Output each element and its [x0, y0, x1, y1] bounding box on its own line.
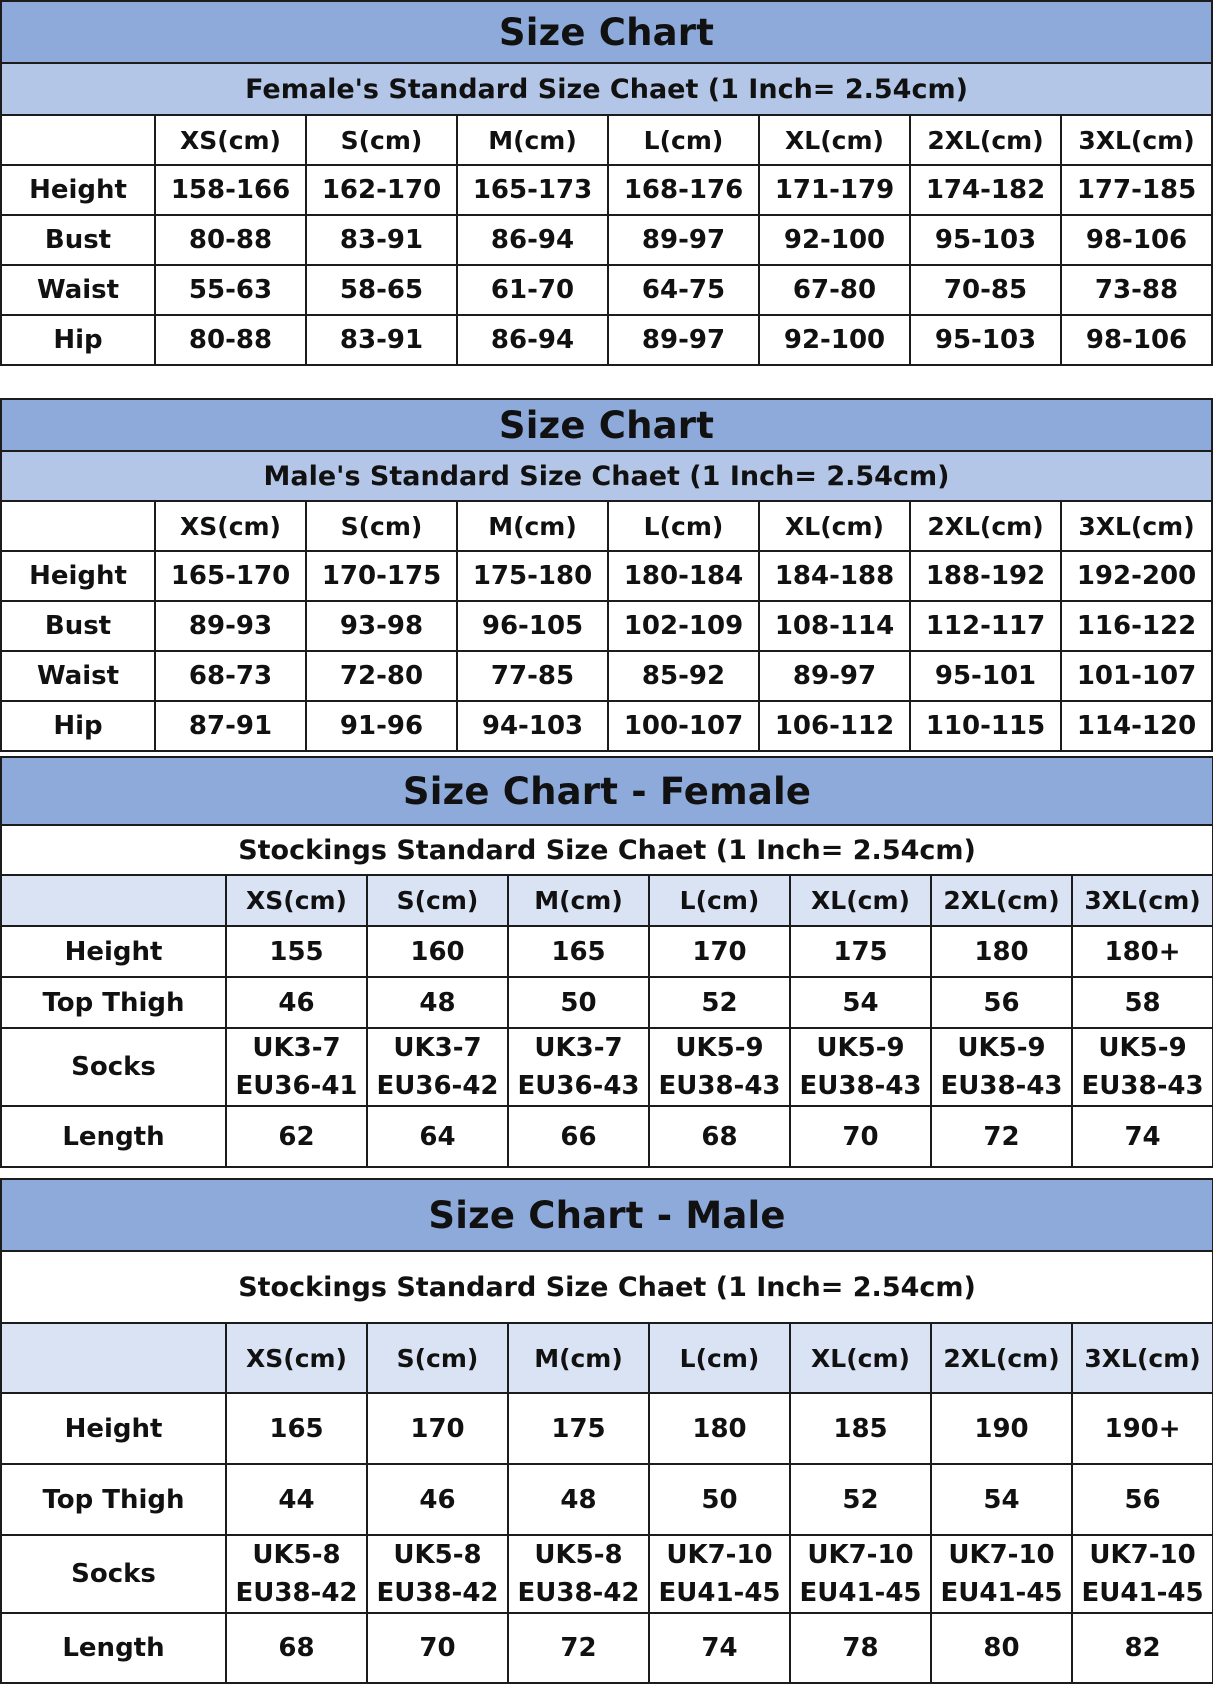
cell: 112-117	[910, 601, 1061, 651]
cell: 92-100	[759, 215, 910, 265]
cell: 52	[790, 1464, 931, 1535]
cell: 155	[226, 926, 367, 977]
corner-cell	[1, 875, 226, 926]
cell: 67-80	[759, 265, 910, 315]
size-table	[0, 1178, 1213, 1684]
cell: 72	[931, 1106, 1072, 1167]
row-label: Socks	[1, 1535, 226, 1613]
chart-title: Size Chart - Female	[1, 757, 1213, 825]
size-table	[0, 398, 1213, 752]
row-label: Top Thigh	[1, 977, 226, 1028]
row-label: Socks	[1, 1028, 226, 1106]
row-label: Hip	[1, 315, 155, 365]
male-stockings-size-chart	[0, 1178, 1213, 1684]
row-label: Hip	[1, 701, 155, 751]
table-row	[1, 1464, 1213, 1535]
cell: 95-103	[910, 215, 1061, 265]
female-stockings-size-chart	[0, 756, 1213, 1168]
table-row	[1, 551, 1212, 601]
row-label: Height	[1, 551, 155, 601]
chart-subtitle: Stockings Standard Size Chaet (1 Inch= 2.54cm)	[1, 1251, 1213, 1323]
male-standard-size-chart	[0, 398, 1213, 752]
size-header: XS(cm)	[155, 501, 306, 551]
cell: 190+	[1072, 1393, 1213, 1464]
size-table	[0, 756, 1213, 1168]
chart-title: Size Chart	[1, 399, 1212, 451]
size-header: M(cm)	[508, 875, 649, 926]
cell: 74	[649, 1613, 790, 1683]
size-header: 2XL(cm)	[931, 1323, 1072, 1393]
size-header: L(cm)	[649, 875, 790, 926]
cell: 165-173	[457, 165, 608, 215]
cell: 190	[931, 1393, 1072, 1464]
cell: 110-115	[910, 701, 1061, 751]
cell: 98-106	[1061, 215, 1212, 265]
cell: 50	[508, 977, 649, 1028]
cell: 44	[226, 1464, 367, 1535]
cell: 94-103	[457, 701, 608, 751]
cell: UK7-10 EU41-45	[931, 1535, 1072, 1613]
cell: 165	[508, 926, 649, 977]
table-row	[1, 265, 1212, 315]
row-label: Waist	[1, 265, 155, 315]
size-header: XL(cm)	[790, 875, 931, 926]
cell: UK5-8 EU38-42	[226, 1535, 367, 1613]
cell: 70-85	[910, 265, 1061, 315]
table-row	[1, 701, 1212, 751]
cell: 58-65	[306, 265, 457, 315]
cell: UK3-7 EU36-43	[508, 1028, 649, 1106]
cell: 70	[790, 1106, 931, 1167]
cell: 168-176	[608, 165, 759, 215]
cell: UK5-9 EU38-43	[1072, 1028, 1213, 1106]
cell: 80-88	[155, 315, 306, 365]
cell: 100-107	[608, 701, 759, 751]
cell: 73-88	[1061, 265, 1212, 315]
table-row	[1, 651, 1212, 701]
size-header: 2XL(cm)	[931, 875, 1072, 926]
cell: UK5-9 EU38-43	[790, 1028, 931, 1106]
cell: 87-91	[155, 701, 306, 751]
size-header: L(cm)	[608, 115, 759, 165]
cell: 61-70	[457, 265, 608, 315]
cell: 62	[226, 1106, 367, 1167]
cell: 83-91	[306, 215, 457, 265]
cell: 55-63	[155, 265, 306, 315]
cell: UK7-10 EU41-45	[1072, 1535, 1213, 1613]
cell: 46	[226, 977, 367, 1028]
cell: 86-94	[457, 315, 608, 365]
cell: 93-98	[306, 601, 457, 651]
cell: 184-188	[759, 551, 910, 601]
cell: 170	[649, 926, 790, 977]
chart-subtitle: Female's Standard Size Chaet (1 Inch= 2.54cm)	[1, 63, 1212, 115]
cell: 68	[226, 1613, 367, 1683]
corner-cell	[1, 115, 155, 165]
female-standard-size-chart	[0, 0, 1213, 366]
cell: 174-182	[910, 165, 1061, 215]
row-label: Top Thigh	[1, 1464, 226, 1535]
table-row	[1, 977, 1213, 1028]
size-header: XL(cm)	[759, 501, 910, 551]
table-row	[1, 165, 1212, 215]
cell: 101-107	[1061, 651, 1212, 701]
size-header: XL(cm)	[790, 1323, 931, 1393]
cell: 165	[226, 1393, 367, 1464]
size-header: 3XL(cm)	[1072, 1323, 1213, 1393]
table-row	[1, 1393, 1213, 1464]
size-header: M(cm)	[457, 115, 608, 165]
cell: 89-97	[608, 315, 759, 365]
size-table	[0, 0, 1213, 366]
corner-cell	[1, 1323, 226, 1393]
row-label: Length	[1, 1613, 226, 1683]
cell: 48	[367, 977, 508, 1028]
size-header: 2XL(cm)	[910, 501, 1061, 551]
cell: 82	[1072, 1613, 1213, 1683]
cell: 72-80	[306, 651, 457, 701]
cell: 56	[931, 977, 1072, 1028]
cell: 158-166	[155, 165, 306, 215]
cell: UK5-9 EU38-43	[931, 1028, 1072, 1106]
row-label: Height	[1, 1393, 226, 1464]
cell: UK3-7 EU36-42	[367, 1028, 508, 1106]
cell: 162-170	[306, 165, 457, 215]
chart-subtitle: Stockings Standard Size Chaet (1 Inch= 2.54cm)	[1, 825, 1213, 875]
cell: 165-170	[155, 551, 306, 601]
cell: UK3-7 EU36-41	[226, 1028, 367, 1106]
table-row	[1, 926, 1213, 977]
size-header: M(cm)	[508, 1323, 649, 1393]
cell: 89-97	[608, 215, 759, 265]
cell: 80-88	[155, 215, 306, 265]
cell: UK7-10 EU41-45	[649, 1535, 790, 1613]
cell: 50	[649, 1464, 790, 1535]
row-label: Length	[1, 1106, 226, 1167]
size-header: L(cm)	[649, 1323, 790, 1393]
cell: 89-97	[759, 651, 910, 701]
table-row	[1, 315, 1212, 365]
cell: 64	[367, 1106, 508, 1167]
size-header: XS(cm)	[226, 875, 367, 926]
chart-subtitle: Male's Standard Size Chaet (1 Inch= 2.54cm)	[1, 451, 1212, 501]
cell: 46	[367, 1464, 508, 1535]
cell: UK5-8 EU38-42	[367, 1535, 508, 1613]
row-label: Height	[1, 926, 226, 977]
cell: 77-85	[457, 651, 608, 701]
cell: 72	[508, 1613, 649, 1683]
cell: 170-175	[306, 551, 457, 601]
row-label: Waist	[1, 651, 155, 701]
size-header: L(cm)	[608, 501, 759, 551]
cell: 160	[367, 926, 508, 977]
cell: 170	[367, 1393, 508, 1464]
cell: 54	[790, 977, 931, 1028]
size-header: S(cm)	[306, 115, 457, 165]
cell: 54	[931, 1464, 1072, 1535]
cell: 102-109	[608, 601, 759, 651]
cell: 66	[508, 1106, 649, 1167]
cell: 185	[790, 1393, 931, 1464]
cell: 68-73	[155, 651, 306, 701]
cell: 98-106	[1061, 315, 1212, 365]
cell: 80	[931, 1613, 1072, 1683]
cell: 52	[649, 977, 790, 1028]
cell: 83-91	[306, 315, 457, 365]
size-header: S(cm)	[306, 501, 457, 551]
cell: 180	[649, 1393, 790, 1464]
size-header: 3XL(cm)	[1072, 875, 1213, 926]
cell: 180+	[1072, 926, 1213, 977]
cell: 171-179	[759, 165, 910, 215]
cell: 116-122	[1061, 601, 1212, 651]
cell: 58	[1072, 977, 1213, 1028]
size-header: XL(cm)	[759, 115, 910, 165]
cell: 177-185	[1061, 165, 1212, 215]
table-row	[1, 1613, 1213, 1683]
cell: 108-114	[759, 601, 910, 651]
cell: 91-96	[306, 701, 457, 751]
size-header: 3XL(cm)	[1061, 115, 1212, 165]
row-label: Bust	[1, 601, 155, 651]
cell: 95-101	[910, 651, 1061, 701]
cell: 175	[508, 1393, 649, 1464]
cell: 70	[367, 1613, 508, 1683]
chart-title: Size Chart	[1, 1, 1212, 63]
table-row	[1, 1106, 1213, 1167]
table-row	[1, 1535, 1213, 1613]
size-header: XS(cm)	[155, 115, 306, 165]
cell: 78	[790, 1613, 931, 1683]
cell: UK5-9 EU38-43	[649, 1028, 790, 1106]
cell: 86-94	[457, 215, 608, 265]
cell: 85-92	[608, 651, 759, 701]
cell: 48	[508, 1464, 649, 1535]
cell: 74	[1072, 1106, 1213, 1167]
cell: 175-180	[457, 551, 608, 601]
size-header: S(cm)	[367, 875, 508, 926]
cell: 95-103	[910, 315, 1061, 365]
cell: 114-120	[1061, 701, 1212, 751]
cell: 68	[649, 1106, 790, 1167]
cell: 64-75	[608, 265, 759, 315]
cell: 188-192	[910, 551, 1061, 601]
row-label: Bust	[1, 215, 155, 265]
cell: UK5-8 EU38-42	[508, 1535, 649, 1613]
cell: 89-93	[155, 601, 306, 651]
cell: 180-184	[608, 551, 759, 601]
size-header: 3XL(cm)	[1061, 501, 1212, 551]
cell: 175	[790, 926, 931, 977]
cell: 106-112	[759, 701, 910, 751]
cell: 96-105	[457, 601, 608, 651]
cell: 92-100	[759, 315, 910, 365]
table-row	[1, 215, 1212, 265]
cell: 180	[931, 926, 1072, 977]
corner-cell	[1, 501, 155, 551]
size-header: S(cm)	[367, 1323, 508, 1393]
row-label: Height	[1, 165, 155, 215]
cell: UK7-10 EU41-45	[790, 1535, 931, 1613]
table-row	[1, 1028, 1213, 1106]
size-header: XS(cm)	[226, 1323, 367, 1393]
cell: 56	[1072, 1464, 1213, 1535]
cell: 192-200	[1061, 551, 1212, 601]
table-row	[1, 601, 1212, 651]
size-header: 2XL(cm)	[910, 115, 1061, 165]
size-header: M(cm)	[457, 501, 608, 551]
chart-title: Size Chart - Male	[1, 1179, 1213, 1251]
